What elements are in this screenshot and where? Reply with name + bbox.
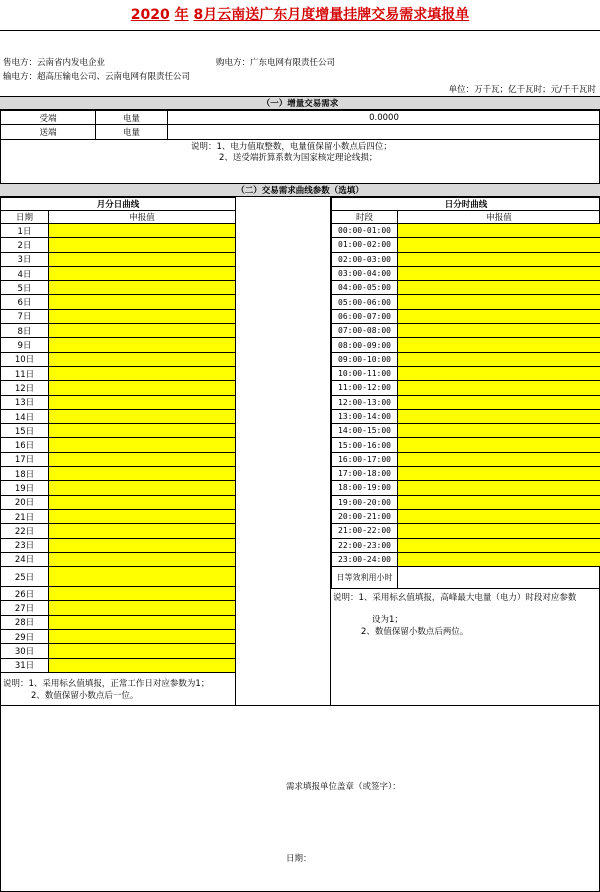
daily-period-label: 16:00-17:00 bbox=[332, 452, 398, 466]
monthly-day-label: 16日 bbox=[1, 438, 49, 452]
monthly-day-label: 25日 bbox=[1, 567, 49, 587]
monthly-day-label: 15日 bbox=[1, 424, 49, 438]
daily-period-value[interactable] bbox=[398, 438, 600, 452]
seller-value: 云南省内发电企业 bbox=[37, 58, 106, 68]
table-row bbox=[1, 630, 236, 644]
monthly-day-value[interactable] bbox=[49, 424, 236, 438]
monthly-day-label: 7日 bbox=[1, 309, 49, 323]
table-row bbox=[332, 424, 600, 438]
table-row bbox=[1, 198, 236, 211]
table-row bbox=[332, 381, 600, 395]
table-row bbox=[332, 224, 600, 238]
transmission-line bbox=[3, 71, 190, 84]
daily-note-1: 说明：1、采用标幺值填报，高峰最大电量（电力）时段对应参数 bbox=[333, 593, 577, 603]
monthly-day-label: 22日 bbox=[1, 524, 49, 538]
monthly-day-value[interactable] bbox=[49, 587, 236, 601]
table-row bbox=[332, 438, 600, 452]
monthly-day-value[interactable] bbox=[49, 658, 236, 672]
daily-period-label: 04:00-05:00 bbox=[332, 281, 398, 295]
daily-period-value[interactable] bbox=[398, 409, 600, 423]
daily-period-value[interactable] bbox=[398, 495, 600, 509]
equiv-hours-value[interactable] bbox=[398, 567, 600, 589]
monthly-day-label: 1日 bbox=[1, 224, 49, 238]
monthly-day-label: 30日 bbox=[1, 644, 49, 658]
monthly-day-value[interactable] bbox=[49, 224, 236, 238]
monthly-day-value[interactable] bbox=[49, 509, 236, 523]
table-row bbox=[332, 409, 600, 423]
table-row bbox=[1, 125, 600, 139]
daily-period-label: 17:00-18:00 bbox=[332, 467, 398, 481]
table-row bbox=[332, 266, 600, 280]
table-row bbox=[332, 395, 600, 409]
table-row bbox=[1, 615, 236, 629]
monthly-day-label: 19日 bbox=[1, 481, 49, 495]
monthly-day-value[interactable] bbox=[49, 352, 236, 366]
monthly-day-value[interactable] bbox=[49, 630, 236, 644]
monthly-day-label: 17日 bbox=[1, 452, 49, 466]
daily-period-label: 01:00-02:00 bbox=[332, 238, 398, 252]
table-row bbox=[1, 658, 236, 672]
table-row bbox=[332, 495, 600, 509]
monthly-day-label: 26日 bbox=[1, 587, 49, 601]
daily-period-value[interactable] bbox=[398, 309, 600, 323]
daily-title: 日分时曲线 bbox=[332, 198, 600, 211]
daily-period-label: 22:00-23:00 bbox=[332, 538, 398, 552]
table-row bbox=[1, 481, 236, 495]
monthly-day-value[interactable] bbox=[49, 524, 236, 538]
daily-rows bbox=[332, 224, 600, 589]
daily-col-value: 申报值 bbox=[398, 211, 600, 224]
monthly-day-value[interactable] bbox=[49, 644, 236, 658]
receiving-item: 电量 bbox=[96, 111, 168, 125]
monthly-day-value[interactable] bbox=[49, 538, 236, 552]
middle-divider-right bbox=[330, 197, 331, 705]
sending-label: 送端 bbox=[1, 125, 96, 139]
daily-period-value[interactable] bbox=[398, 538, 600, 552]
table-row bbox=[1, 366, 236, 380]
monthly-day-value[interactable] bbox=[49, 452, 236, 466]
sending-item: 电量 bbox=[96, 125, 168, 139]
daily-period-label: 15:00-16:00 bbox=[332, 438, 398, 452]
monthly-day-value[interactable] bbox=[49, 467, 236, 481]
table-row bbox=[1, 252, 236, 266]
title-year: 2020 bbox=[130, 7, 170, 23]
daily-period-label: 07:00-08:00 bbox=[332, 324, 398, 338]
table-row bbox=[1, 452, 236, 466]
daily-period-value[interactable] bbox=[398, 252, 600, 266]
daily-period-value[interactable] bbox=[398, 238, 600, 252]
daily-period-value[interactable] bbox=[398, 552, 600, 566]
daily-period-label: 02:00-03:00 bbox=[332, 252, 398, 266]
daily-period-label: 03:00-04:00 bbox=[332, 266, 398, 280]
section2-title: （二）交易需求曲线参数（选填） bbox=[0, 183, 600, 197]
monthly-day-label: 9日 bbox=[1, 338, 49, 352]
table-row bbox=[332, 467, 600, 481]
monthly-day-value[interactable] bbox=[49, 266, 236, 280]
daily-period-label: 18:00-19:00 bbox=[332, 481, 398, 495]
monthly-day-label: 28日 bbox=[1, 615, 49, 629]
sending-value[interactable] bbox=[168, 125, 600, 139]
table-row bbox=[332, 198, 600, 211]
daily-period-label: 12:00-13:00 bbox=[332, 395, 398, 409]
seller-label: 售电方： bbox=[3, 58, 38, 68]
table-row bbox=[1, 352, 236, 366]
unit-line: 单位：万千瓦；亿千瓦时；元/千千瓦时 bbox=[448, 85, 596, 95]
date-label: 日期： bbox=[286, 854, 312, 864]
monthly-day-label: 31日 bbox=[1, 658, 49, 672]
document-title bbox=[0, 4, 600, 26]
table-row bbox=[332, 538, 600, 552]
daily-period-value[interactable] bbox=[398, 366, 600, 380]
table-row bbox=[332, 252, 600, 266]
monthly-day-value[interactable] bbox=[49, 615, 236, 629]
monthly-day-label: 11日 bbox=[1, 366, 49, 380]
monthly-day-label: 4日 bbox=[1, 266, 49, 280]
monthly-table bbox=[0, 197, 236, 673]
section1-title: （一）增量交易需求 bbox=[0, 96, 600, 110]
daily-period-label: 11:00-12:00 bbox=[332, 381, 398, 395]
monthly-day-value[interactable] bbox=[49, 338, 236, 352]
table-row bbox=[332, 238, 600, 252]
table-row bbox=[332, 552, 600, 566]
daily-period-value[interactable] bbox=[398, 509, 600, 523]
daily-note-3: 2、数值保留小数点后两位。 bbox=[361, 627, 469, 637]
receiving-label: 受端 bbox=[1, 111, 96, 125]
monthly-day-label: 6日 bbox=[1, 295, 49, 309]
monthly-day-value[interactable] bbox=[49, 309, 236, 323]
monthly-day-label: 27日 bbox=[1, 601, 49, 615]
table-row bbox=[1, 495, 236, 509]
table-row bbox=[1, 409, 236, 423]
daily-period-label: 06:00-07:00 bbox=[332, 309, 398, 323]
monthly-day-value[interactable] bbox=[49, 381, 236, 395]
daily-period-label: 23:00-24:00 bbox=[332, 552, 398, 566]
daily-period-value[interactable] bbox=[398, 281, 600, 295]
table-row bbox=[332, 211, 600, 224]
monthly-day-label: 5日 bbox=[1, 281, 49, 295]
table-row bbox=[1, 538, 236, 552]
monthly-day-label: 24日 bbox=[1, 552, 49, 566]
monthly-day-label: 29日 bbox=[1, 630, 49, 644]
daily-period-label: 09:00-10:00 bbox=[332, 352, 398, 366]
monthly-day-label: 14日 bbox=[1, 409, 49, 423]
table-row bbox=[332, 281, 600, 295]
table-row bbox=[1, 644, 236, 658]
table-row bbox=[1, 309, 236, 323]
table-row bbox=[332, 452, 600, 466]
monthly-day-value[interactable] bbox=[49, 438, 236, 452]
monthly-day-value[interactable] bbox=[49, 324, 236, 338]
daily-period-value[interactable] bbox=[398, 424, 600, 438]
section2-bottom-line bbox=[0, 705, 600, 706]
monthly-title: 月分日曲线 bbox=[1, 198, 236, 211]
buyer-value: 广东电网有限责任公司 bbox=[250, 58, 336, 68]
receiving-value[interactable]: 0.0000 bbox=[168, 111, 600, 125]
table-row bbox=[1, 567, 236, 587]
daily-period-value[interactable] bbox=[398, 524, 600, 538]
section1-note-1: 说明：1、电力值取整数，电量值保留小数点后四位； bbox=[191, 142, 392, 152]
seal-label: 需求填报单位盖章（或签字）： bbox=[286, 782, 401, 792]
equiv-hours-label: 日等效利用小时 bbox=[332, 567, 398, 589]
table-row bbox=[1, 295, 236, 309]
table-row bbox=[1, 111, 600, 125]
monthly-day-label: 23日 bbox=[1, 538, 49, 552]
monthly-day-value[interactable] bbox=[49, 481, 236, 495]
daily-period-label: 20:00-21:00 bbox=[332, 509, 398, 523]
monthly-day-value[interactable] bbox=[49, 567, 236, 587]
daily-period-label: 19:00-20:00 bbox=[332, 495, 398, 509]
daily-table bbox=[331, 197, 600, 589]
daily-period-label: 00:00-01:00 bbox=[332, 224, 398, 238]
table-row bbox=[332, 324, 600, 338]
table-row bbox=[1, 381, 236, 395]
middle-divider-left bbox=[235, 197, 236, 705]
daily-period-value[interactable] bbox=[398, 295, 600, 309]
monthly-day-value[interactable] bbox=[49, 601, 236, 615]
daily-period-value[interactable] bbox=[398, 467, 600, 481]
monthly-day-value[interactable] bbox=[49, 409, 236, 423]
monthly-rows bbox=[1, 224, 236, 673]
monthly-day-label: 12日 bbox=[1, 381, 49, 395]
daily-period-value[interactable] bbox=[398, 324, 600, 338]
daily-col-period: 时段 bbox=[332, 211, 398, 224]
daily-period-value[interactable] bbox=[398, 352, 600, 366]
daily-period-value[interactable] bbox=[398, 224, 600, 238]
daily-period-value[interactable] bbox=[398, 381, 600, 395]
monthly-day-value[interactable] bbox=[49, 238, 236, 252]
table-row bbox=[332, 366, 600, 380]
daily-period-label: 08:00-09:00 bbox=[332, 338, 398, 352]
monthly-day-label: 18日 bbox=[1, 467, 49, 481]
monthly-day-label: 13日 bbox=[1, 395, 49, 409]
monthly-day-value[interactable] bbox=[49, 366, 236, 380]
monthly-day-value[interactable] bbox=[49, 281, 236, 295]
monthly-day-label: 20日 bbox=[1, 495, 49, 509]
buyer-line bbox=[216, 57, 335, 70]
daily-note-2: 设为1； bbox=[372, 615, 403, 625]
daily-period-value[interactable] bbox=[398, 481, 600, 495]
table-row bbox=[1, 601, 236, 615]
monthly-day-value[interactable] bbox=[49, 295, 236, 309]
monthly-note-2: 2、数值保留小数点后一位。 bbox=[31, 691, 139, 701]
table-row bbox=[1, 338, 236, 352]
table-row bbox=[1, 552, 236, 566]
table-row bbox=[1, 395, 236, 409]
table-row bbox=[332, 295, 600, 309]
table-row bbox=[1, 224, 236, 238]
title-rest: 月云南送广东月度增量挂牌交易需求填报单 bbox=[203, 7, 470, 23]
table-row bbox=[1, 266, 236, 280]
daily-period-label: 14:00-15:00 bbox=[332, 424, 398, 438]
table-row bbox=[332, 309, 600, 323]
daily-period-label: 21:00-22:00 bbox=[332, 524, 398, 538]
daily-period-label: 05:00-06:00 bbox=[332, 295, 398, 309]
table-row bbox=[1, 424, 236, 438]
table-row bbox=[1, 587, 236, 601]
daily-period-value[interactable] bbox=[398, 452, 600, 466]
monthly-day-value[interactable] bbox=[49, 552, 236, 566]
table-row bbox=[332, 338, 600, 352]
table-row bbox=[332, 509, 600, 523]
monthly-day-label: 10日 bbox=[1, 352, 49, 366]
transmission-label: 输电方： bbox=[3, 72, 38, 82]
table-row bbox=[1, 211, 236, 224]
monthly-day-value[interactable] bbox=[49, 495, 236, 509]
monthly-col-date: 日期 bbox=[1, 211, 49, 224]
monthly-day-label: 21日 bbox=[1, 509, 49, 523]
transmission-value: 超高压输电公司、云南电网有限责任公司 bbox=[37, 72, 191, 82]
table-row bbox=[332, 352, 600, 366]
table-row bbox=[1, 438, 236, 452]
table-row bbox=[1, 238, 236, 252]
section1-table bbox=[0, 110, 600, 140]
buyer-label: 购电方： bbox=[216, 58, 251, 68]
daily-period-label: 13:00-14:00 bbox=[332, 409, 398, 423]
monthly-day-label: 8日 bbox=[1, 324, 49, 338]
monthly-day-label: 2日 bbox=[1, 238, 49, 252]
daily-period-value[interactable] bbox=[398, 338, 600, 352]
table-row bbox=[1, 509, 236, 523]
table-row bbox=[1, 281, 236, 295]
section1-note-2: 2、送受端折算系数为国家核定理论线损； bbox=[219, 153, 378, 163]
table-row bbox=[1, 324, 236, 338]
table-row bbox=[332, 567, 600, 589]
table-row bbox=[1, 467, 236, 481]
monthly-day-label: 3日 bbox=[1, 252, 49, 266]
daily-period-value[interactable] bbox=[398, 395, 600, 409]
table-row bbox=[332, 481, 600, 495]
title-divider bbox=[0, 30, 600, 31]
monthly-day-value[interactable] bbox=[49, 252, 236, 266]
table-row bbox=[1, 524, 236, 538]
daily-period-value[interactable] bbox=[398, 266, 600, 280]
title-month: 8 bbox=[193, 7, 204, 23]
title-year-suffix: 年 bbox=[174, 7, 189, 23]
monthly-note-1: 说明：1、采用标幺值填报，正常工作日对应参数为1； bbox=[3, 679, 210, 689]
seller-line bbox=[3, 57, 105, 70]
daily-period-label: 10:00-11:00 bbox=[332, 366, 398, 380]
monthly-col-value: 申报值 bbox=[49, 211, 236, 224]
monthly-day-value[interactable] bbox=[49, 395, 236, 409]
table-row bbox=[332, 524, 600, 538]
